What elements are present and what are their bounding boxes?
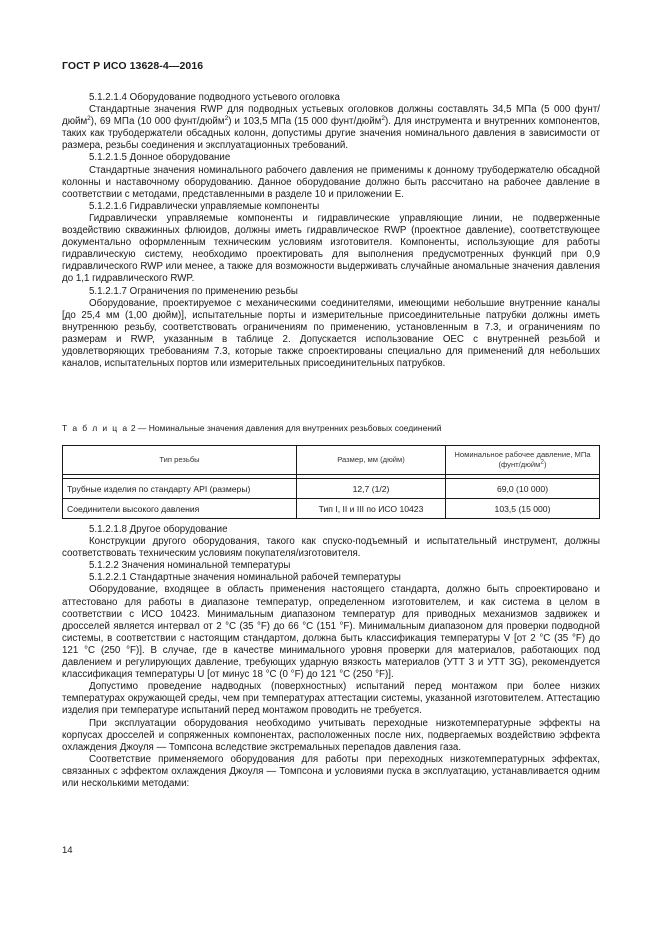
paragraph: Стандартные значения RWP для подводных устьевых оголовков должны составлять 34,5 МПа (5 000 фунт/дюйм$^2$), 69 МПа (10 000 фунт/дюйм$^2$) и 103,5 МПа (15 000 фунт/дюйм$^2$). Для инструмента и внутренних компонентов, таких как трубодержатели обсадных колонн, допустимы другие значения номинального давления в зависимости от размера, резьбы соединения и эксплуатационных требований. <box>62 104 600 152</box>
table-row <box>63 479 600 499</box>
pressure-table <box>62 445 600 519</box>
body-text-bottom <box>62 524 600 790</box>
paragraph: Оборудование, проектируемое с механическими соединителями, имеющими небольшие внутренние каналы [до 25,4 мм (1,00 дюйм)], испытательные порты и измерительные присоединительные патрубки должны иметь внутреннюю резьбу, соответствовать ограничениям по применению, установленным в 7.3, и ограничениям по размерам и RWP, указанным в таблице 2. Допускается использование ОЕС с внутренней резьбой и удовлетворяющих требованиям 7.3, которые также спроектированы специально для применений для небольших каналов, испытательных портов или измерительных присоединительных патрубков. <box>62 297 600 370</box>
table-cell: 12,7 (1/2) <box>297 479 446 499</box>
paragraph: Оборудование, входящее в область применения настоящего стандарта, должно быть спроектировано и аттестовано для работы в диапазоне температур, определенном изготовителем, и как система в целом в соответствии с ИСО 10423. Минимальным диапазоном температур для приводных механизмов задвижек и дросселей является интервал от 2 °С (35 °F) до 66 °С (151 °F). Минимальным диапазоном для проверки подводной системы, в соответствии с настоящим стандартом, должна быть классификация температуры V [от 2 °С (35 °F) до 121 °С (250 °F)]. В случае, где в качестве минимального уровня проверки для материалов, работающих под давлением и регулирующих давление, требующих ударную вязкость материалов (УТТ 3 и УТТ 3G), рекомендуется классификация температуры U [от минус 18 °С (0 °F) до 121 °С (250 °F)]. <box>62 584 600 681</box>
paragraph: Допустимо проведение надводных (поверхностных) испытаний перед монтажом при более низких температурах окружающей среды, чем при температурах аттестации системы, указанной изготовителем. Аттестацию изделия при температуре испытаний перед монтажом проводить не требуется. <box>62 681 600 717</box>
table-header-row <box>63 446 600 475</box>
table-caption <box>62 423 442 433</box>
paragraph: 5.1.2.1.5 Донное оборудование <box>89 152 231 164</box>
paragraph: 5.1.2.1.8 Другое оборудование <box>89 524 228 535</box>
paragraph: 5.1.2.1.6 Гидравлически управляемые компоненты <box>89 200 320 212</box>
paragraph: Конструкции другого оборудования, такого как спуско-подъемный и испытательный инструмент, должны соответствовать техническим условиям покупателя/изготовителя. <box>62 536 600 560</box>
table-caption-text: 2 — Номинальные значения давления для внутренних резьбовых соединений <box>130 423 442 433</box>
table-cell: 103,5 (15 000) <box>446 499 600 519</box>
table-row <box>63 499 600 519</box>
table-cell: 69,0 (10 000) <box>446 479 600 499</box>
table-caption-label: Т а б л и ц а <box>62 423 129 433</box>
paragraph: 5.1.2.1.7 Ограничения по применению резьбы <box>89 285 298 297</box>
page-number: 14 <box>62 845 73 856</box>
table-header-cell: Номинальное рабочее давление, МПа (фунт/дюйм$^2$) <box>446 446 600 475</box>
paragraph: 5.1.2.1.4 Оборудование подводного устьевого оголовка <box>89 92 340 103</box>
paragraph: Стандартные значения номинального рабочего давления не применимы к донному трубодержателю обсадной колонны и наставочному оборудованию. Данное оборудование должно быть рассчитано на рабочее давление в соответствии с методами, представленными в разделе 10 и приложении E. <box>62 164 600 200</box>
table-cell: Тип I, II и III по ИСО 10423 <box>297 499 446 519</box>
paragraph: При эксплуатации оборудования необходимо учитывать переходные низкотемпературные эффекты на корпусах дросселей и сопряженных компонентах, расположенных после них, подвергаемых воздействию эффекта охлаждения Джоуля — Томпсона вследствие экстремальных перепадов давления газа. <box>62 717 600 753</box>
table-cell: Соединители высокого давления <box>63 499 297 519</box>
paragraph: Соответствие применяемого оборудования для работы при переходных низкотемпературных эффектах, связанных с эффектом охлаждения Джоуля — Томпсона и условиями пуска в эксплуатацию, устанавливается одним или несколькими методами: <box>62 753 600 789</box>
paragraph: 5.1.2.2.1 Стандартные значения номинальной рабочей температуры <box>89 572 401 584</box>
table-header-cell: Размер, мм (дюйм) <box>297 446 446 475</box>
paragraph: Гидравлически управляемые компоненты и гидравлические управляющие линии, не подверженные воздействию скважинных флюидов, должны иметь гидравлическое RWP (проектное давление), соответствующее документально оформленным техническим условиям изготовителя. Компоненты, использующие для работы гидравлическую систему, необходимо проектировать для выполнения предусмотренных функций при 0,9 гидравлического RWP или менее, а также для возможности выдерживать случайные аномальные значения давления до 1,1 гидравлического RWP. <box>62 212 600 285</box>
paragraph: 5.1.2.2 Значения номинальной температуры <box>89 560 291 572</box>
document-header: ГОСТ Р ИСО 13628-4—2016 <box>62 60 204 72</box>
table-cell: Трубные изделия по стандарту API (размеры) <box>63 479 297 499</box>
body-text-top <box>62 92 600 370</box>
table-header-cell: Тип резьбы <box>63 446 297 475</box>
